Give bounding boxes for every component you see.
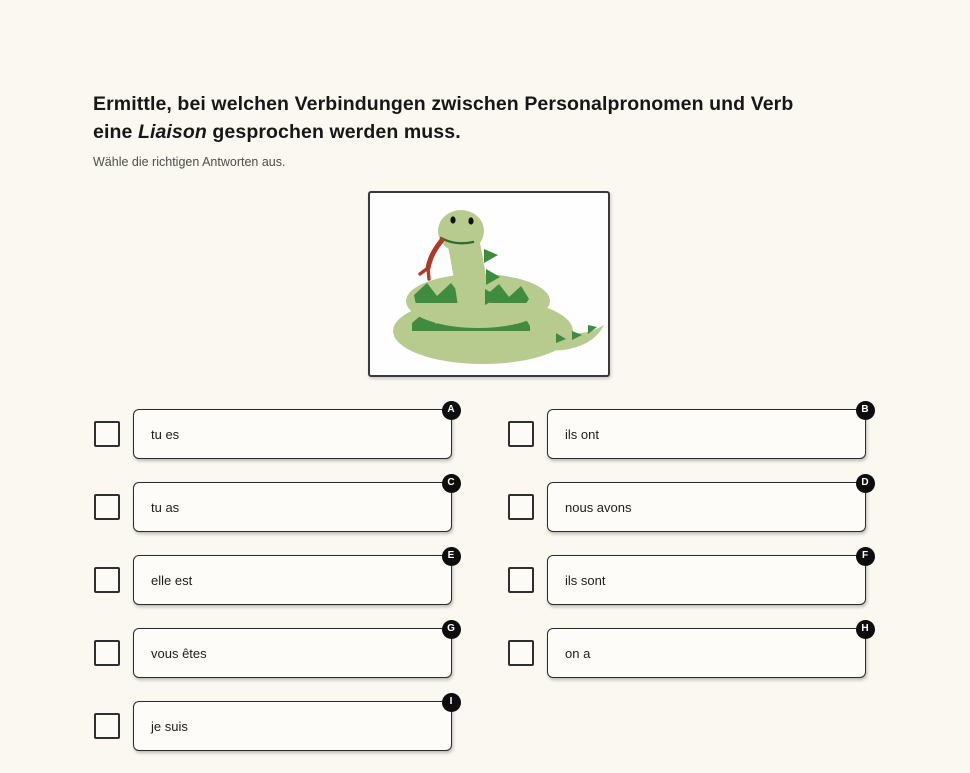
option-row-b bbox=[508, 404, 869, 459]
option-d-checkbox[interactable] bbox=[508, 494, 534, 520]
option-g-label: vous êtes bbox=[151, 645, 207, 661]
snake-image-card bbox=[368, 191, 610, 377]
option-row-i bbox=[94, 696, 453, 751]
option-c-card[interactable] bbox=[133, 477, 455, 532]
option-a-label: tu es bbox=[151, 426, 180, 442]
option-b-checkbox[interactable] bbox=[508, 421, 534, 447]
option-c-label: tu as bbox=[151, 499, 180, 515]
option-f-card[interactable] bbox=[547, 550, 869, 605]
option-row-g bbox=[94, 623, 455, 678]
question-title-part2: gesprochen werden muss. bbox=[206, 121, 461, 143]
question-title bbox=[93, 90, 830, 146]
option-h-checkbox[interactable] bbox=[508, 640, 534, 666]
option-row-h bbox=[508, 623, 869, 678]
option-b-label: ils ont bbox=[565, 426, 599, 442]
option-g-letter-badge: G bbox=[442, 620, 461, 639]
snake-illustration bbox=[370, 193, 608, 375]
option-a-card[interactable] bbox=[133, 404, 455, 459]
option-h-label: on a bbox=[565, 645, 591, 661]
option-b-card[interactable] bbox=[547, 404, 869, 459]
option-d-label: nous avons bbox=[565, 499, 632, 515]
option-f-checkbox[interactable] bbox=[508, 567, 534, 593]
option-i-checkbox[interactable] bbox=[94, 713, 120, 739]
option-c-letter-badge: C bbox=[442, 474, 461, 493]
answer-options-grid bbox=[94, 404, 869, 751]
option-d-letter-badge: D bbox=[856, 474, 875, 493]
question-instruction: Wähle die richtigen Antworten aus. bbox=[93, 155, 286, 169]
option-e-letter-badge: E bbox=[442, 547, 461, 566]
question-header bbox=[0, 90, 910, 169]
option-a-letter-badge: A bbox=[442, 401, 461, 420]
option-h-card[interactable] bbox=[547, 623, 869, 678]
option-g-card[interactable] bbox=[133, 623, 455, 678]
option-c-checkbox[interactable] bbox=[94, 494, 120, 520]
option-row-d bbox=[508, 477, 869, 532]
option-i-label: je suis bbox=[151, 718, 188, 734]
option-g-checkbox[interactable] bbox=[94, 640, 120, 666]
option-row-f bbox=[508, 550, 869, 605]
option-row-a bbox=[94, 404, 455, 459]
option-a-checkbox[interactable] bbox=[94, 421, 120, 447]
question-title-italic-term: Liaison bbox=[137, 121, 207, 143]
option-e-checkbox[interactable] bbox=[94, 567, 120, 593]
option-d-card[interactable] bbox=[547, 477, 869, 532]
question-title-part1: Ermittle, bei welchen Verbindungen zwischen Personalpronomen und Verb eine bbox=[93, 93, 794, 143]
option-i-letter-badge: I bbox=[442, 693, 461, 712]
option-i-card[interactable] bbox=[133, 696, 453, 751]
option-row-c bbox=[94, 477, 455, 532]
option-h-letter-badge: H bbox=[856, 620, 875, 639]
option-e-label: elle est bbox=[151, 572, 193, 588]
option-e-card[interactable] bbox=[133, 550, 455, 605]
option-f-label: ils sont bbox=[565, 572, 606, 588]
option-f-letter-badge: F bbox=[856, 547, 875, 566]
option-b-letter-badge: B bbox=[856, 401, 875, 420]
option-row-e bbox=[94, 550, 455, 605]
